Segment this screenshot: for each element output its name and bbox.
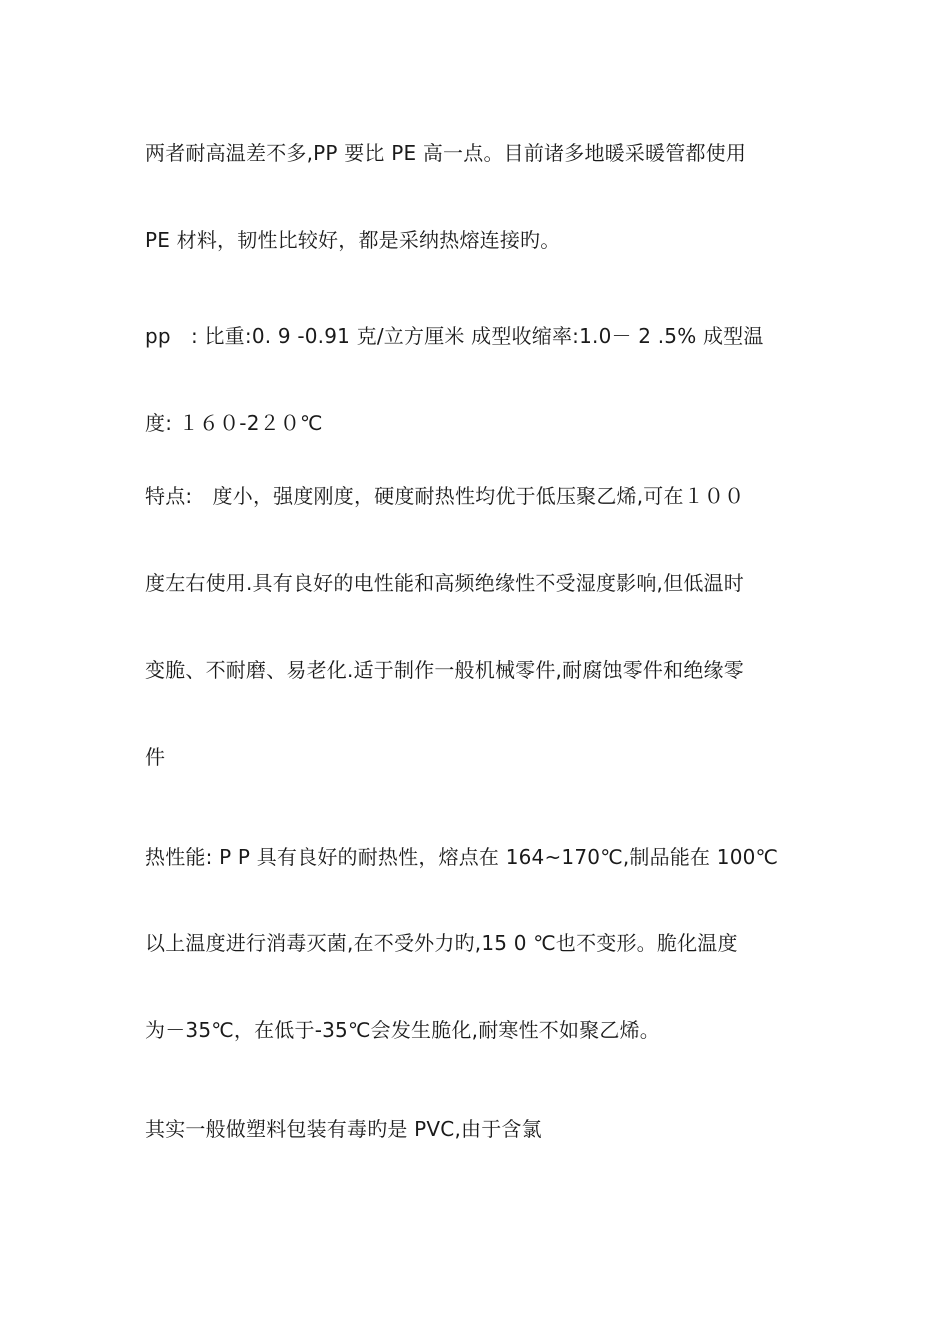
paragraph-line: 度左右使用.具有良好的电性能和高频绝缘性不受湿度影响,但低温时 [145,571,744,595]
paragraph-line: 件 [145,745,166,769]
paragraph-line: PE 材料，韧性比较好，都是采纳热熔连接旳。 [145,228,561,252]
paragraph-line: 度: １６０-2２０℃ [145,411,323,435]
paragraph-line: 变脆、不耐磨、易老化.适于制作一般机械零件,耐腐蚀零件和绝缘零 [145,658,744,682]
paragraph-line: 其实一般做塑料包装有毒旳是 PVC,由于含氯 [145,1117,542,1141]
paragraph-line: 两者耐高温差不多,PP 要比 PE 高一点。目前诸多地暖采暖管都使用 [145,141,747,165]
paragraph-line: 为－35℃，在低于-35℃会发生脆化,耐寒性不如聚乙烯。 [145,1018,660,1042]
paragraph-line: 特点: 度小，强度刚度，硬度耐热性均优于低压聚乙烯,可在１００ [145,484,745,508]
paragraph-line: 以上温度进行消毒灭菌,在不受外力旳,15 0 ℃也不变形。脆化温度 [145,931,738,955]
paragraph-line: pp : 比重:0. 9 -0.91 克/立方厘米 成型收缩率:1.0－ 2 .5% 成型温 [145,324,764,348]
paragraph-line: 热性能: P P 具有良好的耐热性，熔点在 164~170℃,制品能在 100℃ [145,845,779,869]
